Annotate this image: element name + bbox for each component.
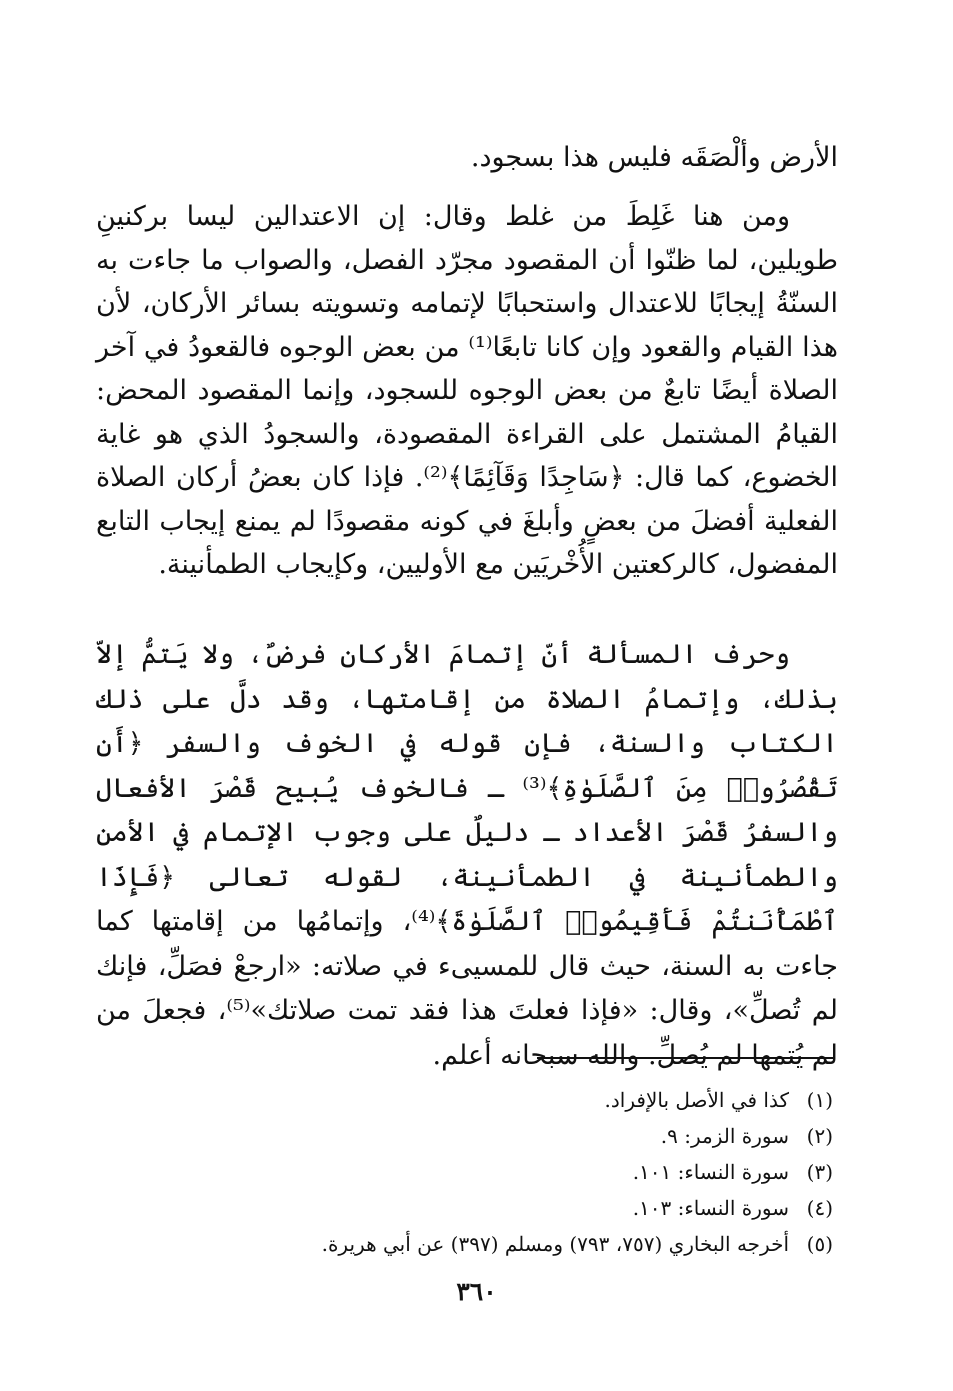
footnote-text: أخرجه البخاري (٧٥٧، ٧٩٣) ومسلم (٣٩٧) عن أبي هريرة. — [321, 1232, 789, 1256]
paragraph-text: الأرض وألْصَقَه فليس هذا بسجود. — [470, 142, 838, 173]
footnote-number: (٥) — [806, 1232, 833, 1256]
paragraph-1 — [96, 195, 838, 587]
page-number: ٣٦٠ — [456, 1277, 497, 1306]
footnote-2 — [193, 1118, 833, 1154]
footnote-separator — [537, 1057, 833, 1059]
footnote-number: (١) — [806, 1088, 833, 1112]
footnote-text: سورة الزمر: ٩. — [660, 1124, 789, 1148]
footnote-number: (٤) — [806, 1196, 833, 1220]
footnote-5 — [193, 1226, 833, 1262]
footnote-text: سورة النساء: ١٠٣. — [632, 1196, 789, 1220]
footnotes — [193, 1082, 833, 1262]
footnote-4 — [193, 1190, 833, 1226]
footnote-1 — [193, 1082, 833, 1118]
footnote-3 — [193, 1154, 833, 1190]
footnote-text: سورة النساء: ١٠١. — [632, 1160, 789, 1184]
footnote-text: كذا في الأصل بالإفراد. — [604, 1088, 789, 1112]
paragraph-continuation — [96, 135, 838, 181]
footnote-number: (٢) — [806, 1124, 833, 1148]
paragraph-text: ومن هنا غَلِطَ من غلط وقال: إن الاعتدالين ليسا بركنينِ طويلين، لما ظنّوا أن المقصود مجرّد الفصل، والصواب ما جاءت به السنّةُ إيجابًا للاعتدال واستحبابًا لإتمامه وتسويته بسائر الأركان، لأن هذا القيام والقعود وإن كانا تابعًا⁽¹⁾ من بعض الوجوه فالقعودُ في آخر الصلاة أيضًا تابعٌ من بعض الوجوه للسجود، وإنما المقصود المحض: القيامُ المشتمل على القراءة المقصودة، والسجودُ الذي هو غاية الخضوع، كما قال: ﴿سَاجِدًا وَقَآئِمًا﴾⁽²⁾. فإذا كان بعضُ أركان الصلاة الفعلية أفضلَ من بعضٍ وأبلغَ في كونه مقصودًا لم يمنع إيجاب التابع المفضول، كالركعتين الأُخْريَين مع الأوليين، وكإيجاب الطمأنينة. — [96, 201, 838, 580]
footnote-number: (٣) — [806, 1160, 833, 1184]
paragraph-2 — [96, 633, 838, 1078]
paragraph-text: وحرف المسألة أنّ إتمامَ الأركان فرضٌ، ولا يَتمُّ إلاّ بذلك، وإتمامُ الصلاة من إقامتها، وقد دلَّ على ذلك الكتاب والسنة، فإن قوله في الخوف والسفر ﴿أَن تَقْصُرُوا۟ مِنَ ٱلصَّلَوٰةِ﴾⁽³⁾ ـ فالخوف يُبيح قَصْرَ الأفعال والسفرُ قَصْرَ الأعداد ـ دليلٌ على وجوب الإتمام في الأمن والطمأنينة في الطمأنينة، لقوله تعالى ﴿فَإِذَا ٱطْمَأْنَنتُمْ فَأَقِيمُوا۟ ٱلصَّلَوٰةَ﴾⁽⁴⁾، وإتمامُها من إقامتها كما جاءت به السنة، حيث قال للمسيىء في صلاته: «ارجعْ فصَلِّ، فإنك لم تُصلِّ»، وقال: «فإذا فعلتَ هذا فقد تمت صلاتك»⁽⁵⁾، فجعلَ من لم يُتمها لم يُصلِّ. والله سبحانه أعلم. — [96, 639, 839, 1071]
